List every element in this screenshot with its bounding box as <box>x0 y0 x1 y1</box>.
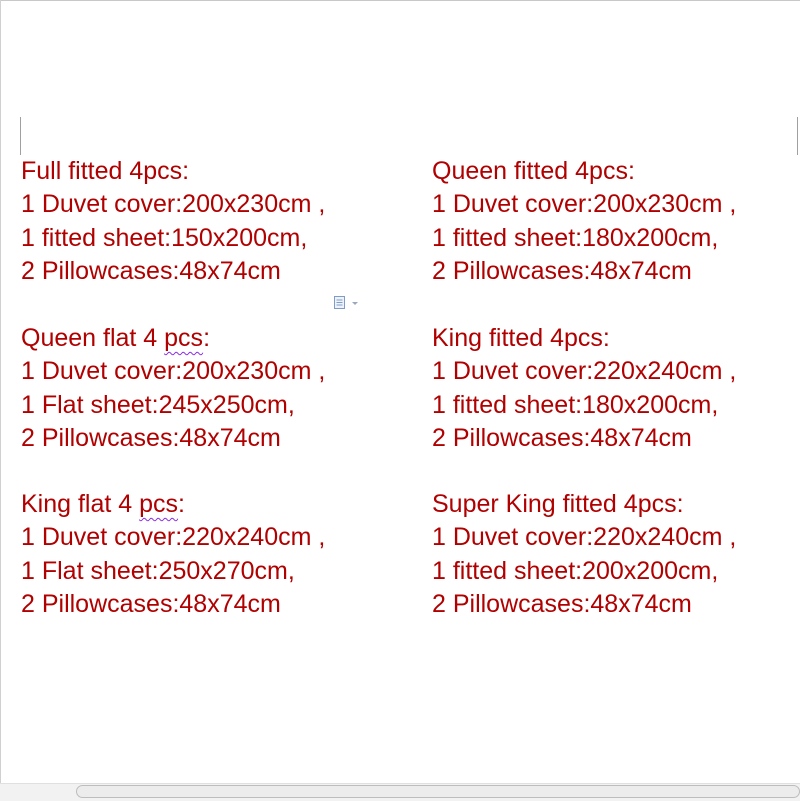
block-line: 1 fitted sheet:180x200cm, <box>432 223 719 252</box>
block-title: Super King fitted 4pcs: <box>432 490 684 518</box>
queen-fitted-block <box>432 155 736 288</box>
king-flat-block <box>21 488 325 621</box>
queen-flat-block <box>21 322 325 455</box>
window-top-border <box>0 0 800 1</box>
block-line: 1 fitted sheet:180x200cm, <box>432 390 719 419</box>
paste-options-icon[interactable] <box>333 295 359 311</box>
block-line: 1 Flat sheet:245x250cm, <box>21 390 295 419</box>
block-line: 1 Duvet cover:200x230cm , <box>21 357 326 386</box>
block-line: 1 Duvet cover:200x230cm , <box>21 190 326 219</box>
block-line: 2 Pillowcases:48x74cm <box>432 423 692 452</box>
title-text: Queen flat 4 <box>21 324 165 352</box>
title-text: King flat 4 <box>21 490 140 518</box>
block-title <box>21 322 325 355</box>
title-colon: : <box>203 324 211 352</box>
margin-corner-mark-left <box>20 117 21 155</box>
block-title: Queen fitted 4pcs: <box>432 157 635 185</box>
block-line: 2 Pillowcases:48x74cm <box>21 589 281 618</box>
block-title: Full fitted 4pcs: <box>21 157 190 185</box>
block-line: 2 Pillowcases:48x74cm <box>21 256 281 285</box>
block-line: 1 Duvet cover:220x240cm , <box>432 357 737 386</box>
block-line: 1 Duvet cover:200x230cm , <box>432 190 737 219</box>
block-line: 2 Pillowcases:48x74cm <box>432 589 692 618</box>
block-line: 1 fitted sheet:200x200cm, <box>432 556 719 585</box>
block-title: King fitted 4pcs: <box>432 324 610 352</box>
block-line: 1 fitted sheet:150x200cm, <box>21 223 308 252</box>
title-colon: : <box>178 490 185 518</box>
block-line: 1 Duvet cover:220x240cm , <box>21 523 326 552</box>
spellcheck-word[interactable]: pcs <box>164 324 204 352</box>
margin-corner-mark-right <box>797 117 798 155</box>
block-line: 2 Pillowcases:48x74cm <box>21 423 281 452</box>
spellcheck-word[interactable]: pcs <box>139 490 179 518</box>
window-left-border <box>0 0 1 801</box>
block-title <box>21 488 325 521</box>
block-line: 1 Flat sheet:250x270cm, <box>21 556 295 585</box>
full-fitted-block <box>21 155 325 288</box>
horizontal-scrollbar-thumb[interactable] <box>76 785 800 798</box>
block-line: 2 Pillowcases:48x74cm <box>432 256 692 285</box>
king-fitted-block <box>432 322 736 455</box>
super-king-fitted-block <box>432 488 736 621</box>
block-line: 1 Duvet cover:220x240cm , <box>432 523 737 552</box>
